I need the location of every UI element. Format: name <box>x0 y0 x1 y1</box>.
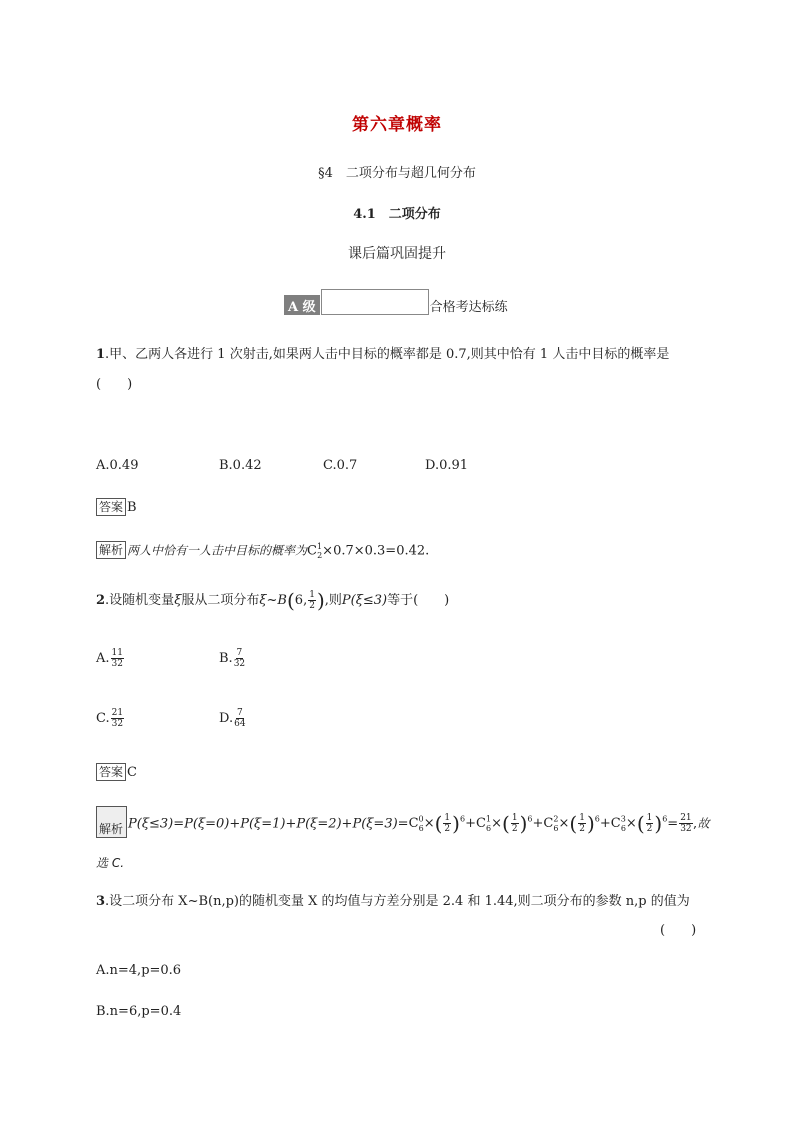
answer-label: 答案 <box>96 498 126 516</box>
times-sign: × <box>625 816 637 832</box>
plus-sign: + <box>599 816 611 832</box>
question-stem: .设二项分布 X~B(n,p)的随机变量 X 的均值与方差分别是 2.4 和 1.44,则二项分布的参数 n,p 的值为 <box>105 894 690 909</box>
exponent: 6 <box>459 815 466 825</box>
comb-sup: 0 <box>418 815 424 825</box>
section-title: §4 二项分布与超几何分布 <box>318 166 476 181</box>
q2-analysis-line2: 选 C. <box>96 856 125 870</box>
frac-num: 7 <box>236 708 243 718</box>
q2-option-d <box>219 708 247 729</box>
frac-num: 1 <box>646 813 653 824</box>
binomial-term <box>465 811 533 836</box>
combination-symbol: C <box>307 543 317 559</box>
frac-num: 1 <box>444 813 451 824</box>
paren-close: ) <box>452 811 460 836</box>
fraction-half <box>646 813 654 834</box>
question-number: 2 <box>96 593 106 608</box>
q1-option-b: B.0.42 <box>219 458 262 473</box>
fraction-half <box>443 813 451 834</box>
option-fraction <box>111 648 124 669</box>
binomial-term <box>532 811 600 836</box>
frac-num: 1 <box>309 590 315 600</box>
binomial-term <box>408 811 466 836</box>
q1-option-d: D.0.91 <box>425 458 469 473</box>
level-text: 合格考达标练 <box>429 300 508 315</box>
exponent: 6 <box>662 815 668 825</box>
q3-option-a: A.n=4,p=0.6 <box>96 963 182 978</box>
frac-den: 32 <box>233 659 246 669</box>
question-number: 3 <box>96 894 106 909</box>
analysis-text: P(ξ≤3)=P(ξ=0)+P(ξ=1)+P(ξ=2)+P(ξ=3)= <box>128 816 409 832</box>
analysis-label: 解析 <box>96 541 126 559</box>
frac-den: 32 <box>111 719 124 729</box>
paren-close: ) <box>654 811 663 836</box>
frac-den: 64 <box>234 719 246 729</box>
option-fraction <box>234 708 245 729</box>
paren-close: ) <box>316 588 325 613</box>
level-box <box>321 289 429 315</box>
analysis-tail: ,故 <box>693 816 710 831</box>
q2-analysis <box>96 806 709 838</box>
level-header <box>284 289 508 315</box>
times-sign: × <box>423 816 435 832</box>
paren-open: ( <box>502 811 510 836</box>
frac-num: 21 <box>680 813 692 824</box>
question-2 <box>96 590 449 611</box>
question-number: 1 <box>96 347 106 362</box>
answer-value: B <box>127 500 137 515</box>
exponent: 6 <box>594 815 600 825</box>
times-sign: × <box>558 816 570 832</box>
fraction-half <box>308 590 316 611</box>
equals: = <box>667 816 679 832</box>
level-badge: A 级 <box>284 295 320 315</box>
comb-sub: 6 <box>620 824 626 833</box>
option-label: B. <box>219 651 233 666</box>
comb-sup: 2 <box>553 815 559 825</box>
chapter-title: 第六章概率 <box>352 115 442 135</box>
frac-den: 32 <box>111 659 123 669</box>
analysis-text: 两人中恰有一人击中目标的概率为 <box>127 543 308 558</box>
paren-open: ( <box>569 811 578 836</box>
probability-expr: P(ξ≤3) <box>341 593 388 608</box>
fraction-half <box>511 813 519 834</box>
frac-den: 2 <box>511 824 518 835</box>
q3-paren: ( ) <box>660 923 697 938</box>
frac-num: 1 <box>579 813 585 824</box>
q1-paren: ( ) <box>96 377 133 392</box>
plus-sign: + <box>532 816 544 832</box>
combination-symbol: C <box>408 816 419 832</box>
comb-sup: 3 <box>620 815 626 825</box>
question-1 <box>96 346 706 364</box>
binomial-term <box>599 811 668 836</box>
analysis-result: ×0.7×0.3=0.42. <box>322 543 430 559</box>
paren-open: ( <box>286 588 295 613</box>
frac-den: 2 <box>309 601 315 611</box>
comb-sub: 6 <box>486 824 492 833</box>
exponent: 6 <box>527 815 533 825</box>
option-label: A. <box>96 651 110 666</box>
comb-sub: 2 <box>317 550 323 560</box>
q2-option-c <box>96 708 125 729</box>
option-fraction <box>111 708 124 729</box>
combination-symbol: C <box>543 816 554 832</box>
q2-answer <box>96 763 137 782</box>
comb-sup: 1 <box>316 542 323 551</box>
q1-analysis <box>96 538 429 565</box>
answer-label: 答案 <box>96 763 126 781</box>
comb-sup: 1 <box>485 815 492 825</box>
fraction-half <box>578 813 586 834</box>
frac-num: 21 <box>111 708 124 718</box>
analysis-terms <box>408 811 668 836</box>
distribution: ξ~B <box>259 593 287 608</box>
paren-open: ( <box>636 811 645 836</box>
q2-option-a <box>96 648 125 669</box>
stem-part: 服从二项分布 <box>181 593 260 608</box>
page-subtitle: 课后篇巩固提升 <box>348 246 446 262</box>
paren-close: ) <box>586 811 595 836</box>
subsection-title: 4.1 二项分布 <box>353 207 441 222</box>
xi-symbol: ξ <box>174 593 182 608</box>
option-fraction <box>234 648 245 669</box>
combination-symbol: C <box>610 816 621 832</box>
frac-den: 2 <box>579 824 585 835</box>
option-label: C. <box>96 711 110 726</box>
q1-option-a: A.0.49 <box>96 458 139 473</box>
frac-den: 2 <box>646 824 653 835</box>
q1-answer <box>96 498 137 517</box>
frac-den: 2 <box>444 824 451 835</box>
answer-value: C <box>127 765 137 780</box>
paren-close: ) <box>519 811 528 836</box>
comb-sub: 6 <box>418 824 424 833</box>
dist-arg: 6, <box>294 593 308 608</box>
stem-part: 等于( ) <box>387 593 450 608</box>
q1-option-c: C.0.7 <box>323 458 358 473</box>
frac-den: 32 <box>680 824 692 835</box>
q3-option-b: B.n=6,p=0.4 <box>96 1004 182 1019</box>
frac-num: 11 <box>111 648 123 658</box>
stem-part: .设随机变量 <box>105 593 175 608</box>
combination-symbol: C <box>475 816 486 832</box>
frac-num: 1 <box>511 813 518 824</box>
result-fraction <box>679 813 692 834</box>
option-label: D. <box>219 711 234 726</box>
plus-sign: + <box>465 816 476 832</box>
analysis-label: 解析 <box>96 806 127 838</box>
times-sign: × <box>491 816 503 832</box>
q2-option-b <box>219 648 246 669</box>
frac-num: 7 <box>236 648 243 658</box>
question-3 <box>96 893 716 911</box>
stem-part: ,则 <box>324 593 342 608</box>
paren-open: ( <box>434 811 443 836</box>
question-stem: .甲、乙两人各进行 1 次射击,如果两人击中目标的概率都是 0.7,则其中恰有 1 人击中目标的概率是 <box>105 347 670 362</box>
comb-sub: 6 <box>553 824 559 833</box>
